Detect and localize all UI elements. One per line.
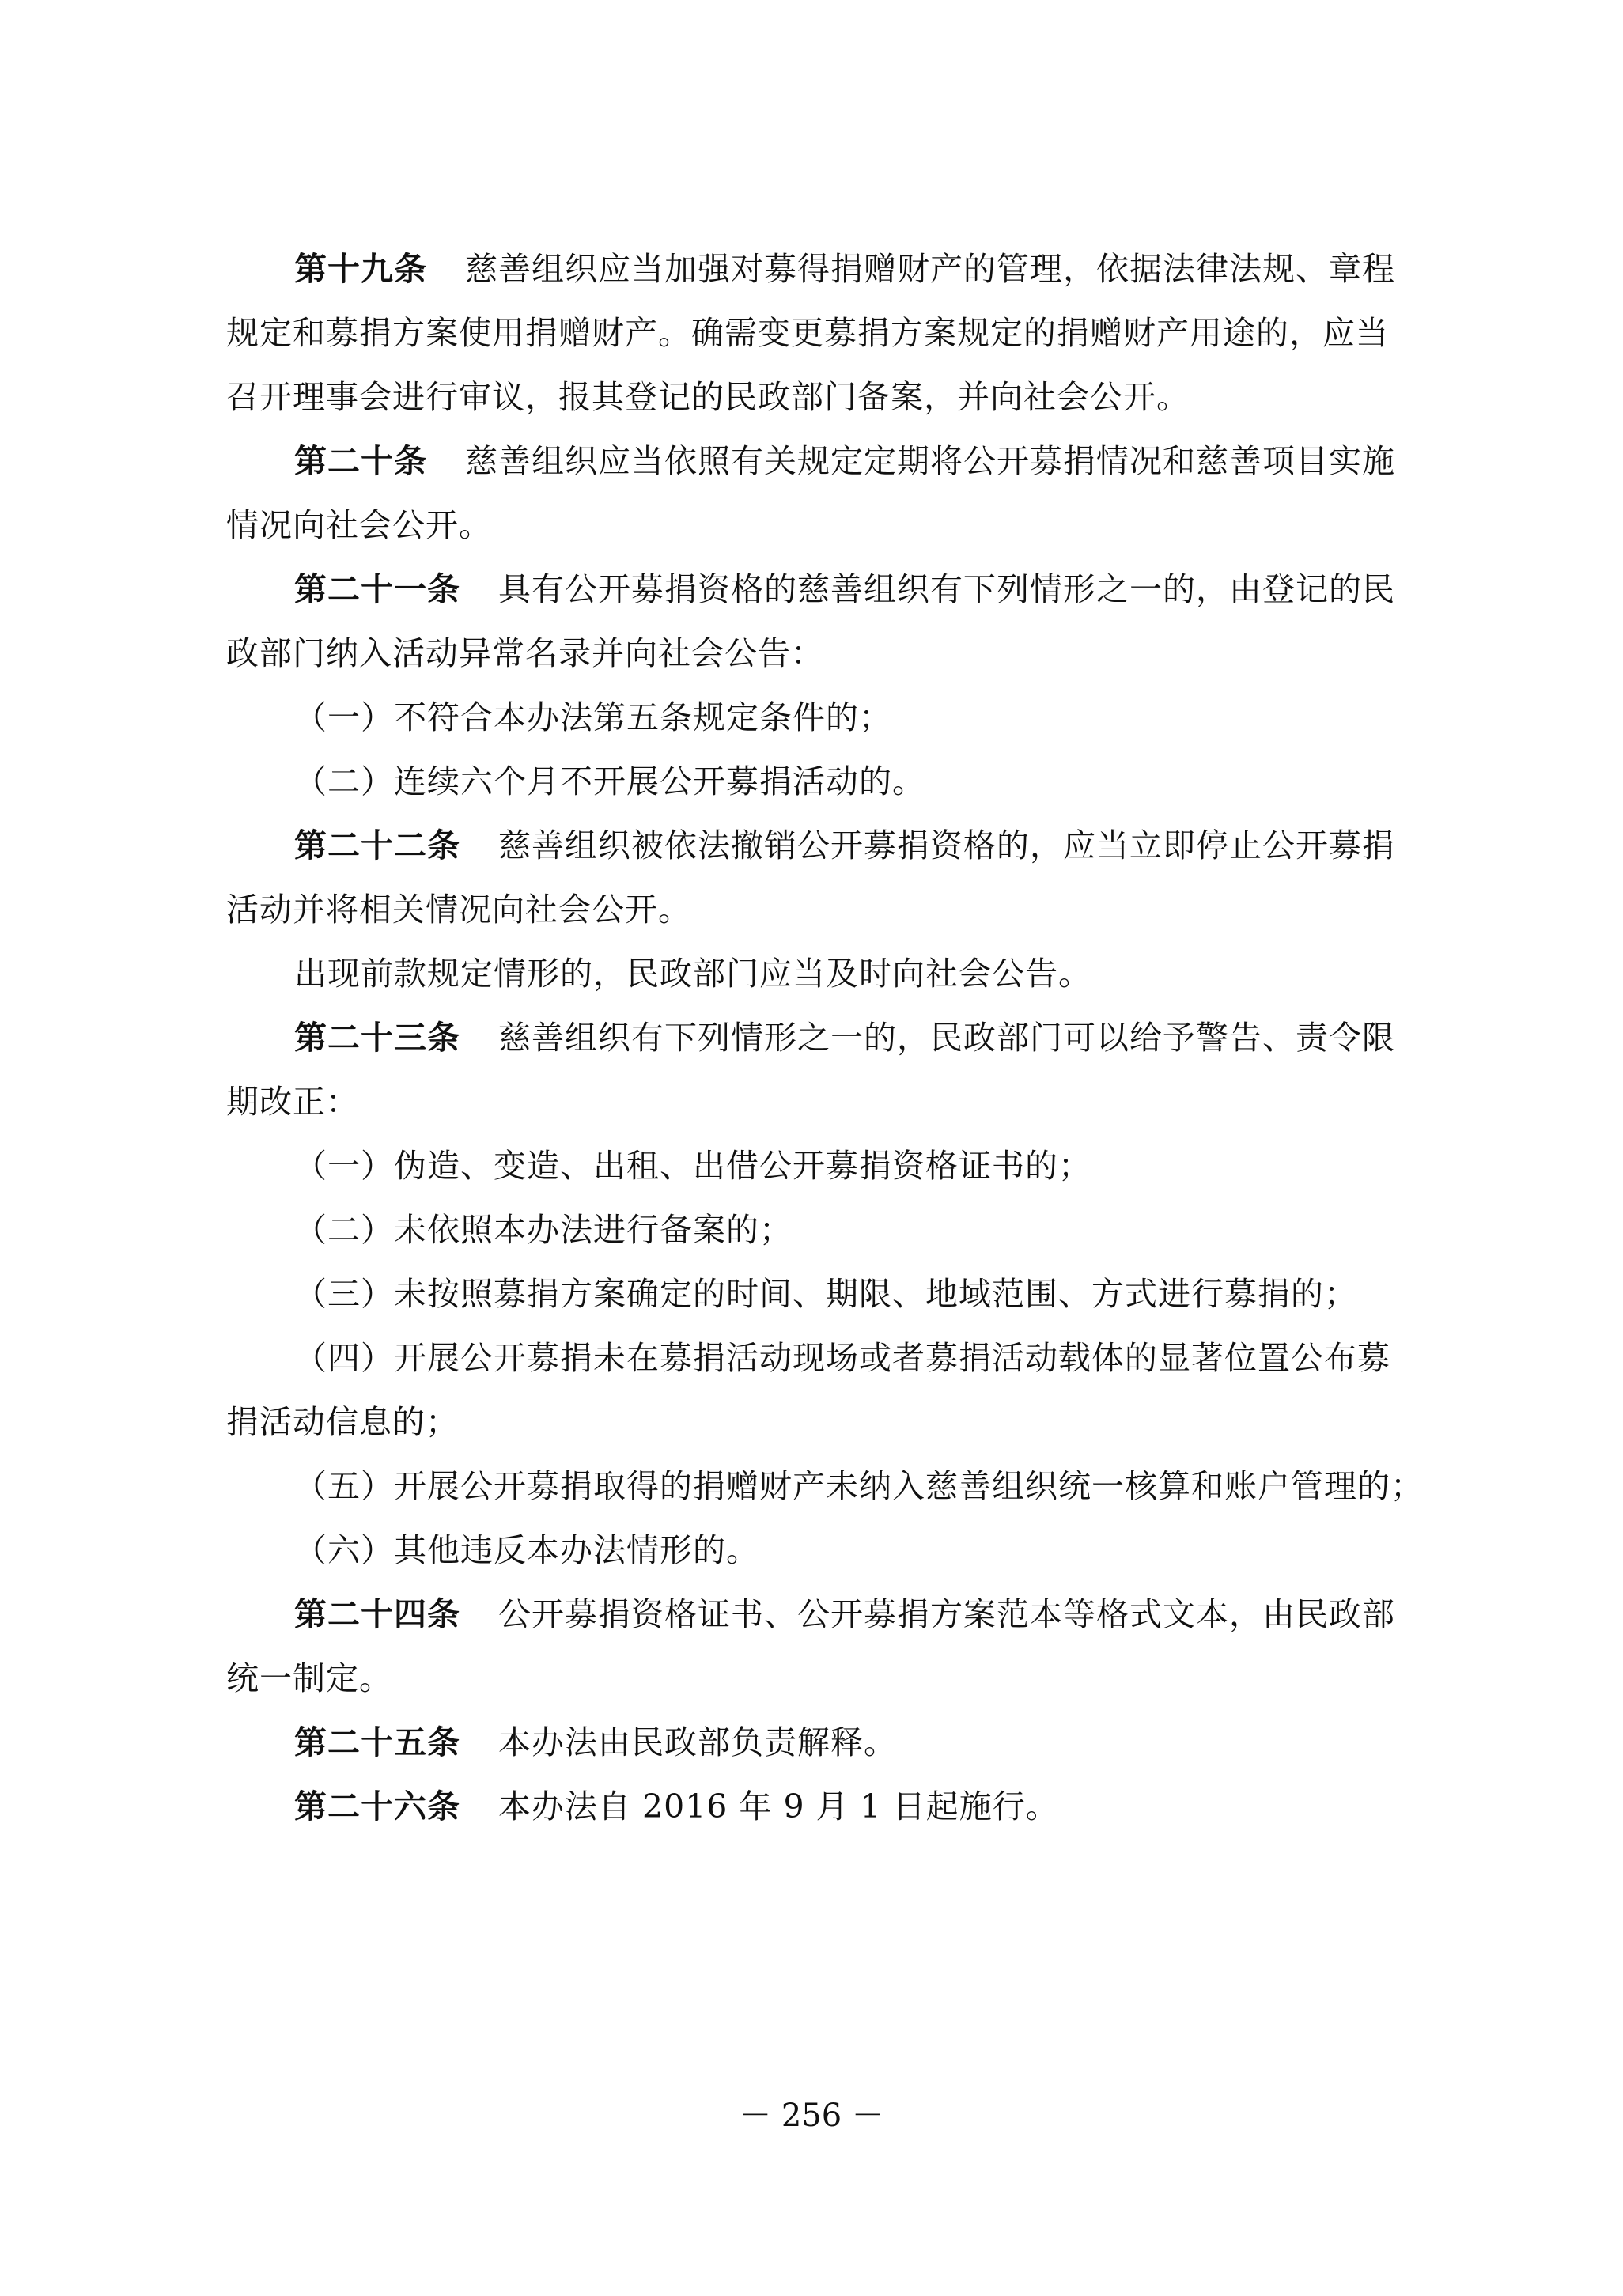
- article-22-line-1: [226, 814, 1413, 878]
- article-21-heading: 第二十一条: [294, 570, 460, 608]
- article-25-heading: 第二十五条: [294, 1723, 460, 1761]
- article-21-line-2: 政部门纳入活动异常名录并向社会公告：: [226, 634, 824, 672]
- article-19-line-1: [226, 237, 1413, 301]
- article-24-line-2: 统一制定。: [226, 1659, 392, 1697]
- article-25-line-1: [226, 1711, 1413, 1775]
- document-body: [226, 237, 1424, 1839]
- article-23-item-5: （五）开展公开募捐取得的捐赠财产未纳入慈善组织统一核算和账户管理的；: [294, 1467, 1424, 1505]
- article-21-line-1: [226, 558, 1413, 622]
- article-23-item-3: （三）未按照募捐方案确定的时间、期限、地域范围、方式进行募捐的；: [294, 1275, 1357, 1313]
- article-21-text: 具有公开募捐资格的慈善组织有下列情形之一的，由登记的民: [498, 570, 1395, 608]
- article-20-line-2: 情况向社会公开。: [226, 506, 492, 544]
- article-23-line-2: 期改正：: [226, 1083, 359, 1121]
- article-23-item-4-line-1: （四）开展公开募捐未在募捐活动现场或者募捐活动载体的显著位置公布募: [294, 1339, 1390, 1377]
- article-20-text: 慈善组织应当依照有关规定定期将公开募捐情况和慈善项目实施: [465, 442, 1395, 480]
- article-24-heading: 第二十四条: [294, 1595, 460, 1633]
- article-26-heading: 第二十六条: [294, 1787, 460, 1825]
- article-20-heading: 第二十条: [294, 442, 427, 480]
- article-21-item-1: （一）不符合本办法第五条规定条件的；: [294, 698, 892, 736]
- article-22-line-2: 活动并将相关情况向社会公开。: [226, 891, 691, 929]
- article-19-line-3: 召开理事会进行审议，报其登记的民政部门备案，并向社会公开。: [226, 378, 1190, 416]
- article-20-line-1: [226, 429, 1413, 494]
- article-19-line-2: 规定和募捐方案使用捐赠财产。确需变更募捐方案规定的捐赠财产用途的，应当: [226, 314, 1389, 352]
- article-23-item-1: （一）伪造、变造、出租、出借公开募捐资格证书的；: [294, 1147, 1091, 1185]
- article-19-text: 慈善组织应当加强对募得捐赠财产的管理，依据法律法规、章程: [465, 250, 1395, 288]
- article-22-paragraph: 出现前款规定情形的，民政部门应当及时向社会公告。: [294, 955, 1091, 993]
- page-number: － 256 －: [740, 2097, 883, 2134]
- article-19-heading: 第十九条: [294, 250, 427, 288]
- article-23-line-1: [226, 1006, 1413, 1070]
- article-22-text: 慈善组织被依法撤销公开募捐资格的，应当立即停止公开募捐: [498, 826, 1395, 864]
- article-21-item-2: （二）连续六个月不开展公开募捐活动的。: [294, 762, 925, 800]
- article-24-line-1: [226, 1583, 1413, 1647]
- article-23-heading: 第二十三条: [294, 1019, 460, 1057]
- article-22-heading: 第二十二条: [294, 826, 460, 864]
- article-26-line-1: [226, 1775, 1413, 1839]
- article-23-item-4-line-2: 捐活动信息的；: [226, 1403, 459, 1441]
- article-23-item-2: （二）未依照本办法进行备案的；: [294, 1211, 793, 1249]
- article-25-text: 本办法由民政部负责解释。: [498, 1723, 897, 1761]
- article-24-text: 公开募捐资格证书、公开募捐方案范本等格式文本，由民政部: [498, 1595, 1395, 1633]
- article-26-text: 本办法自 2016 年 9 月 1 日起施行。: [498, 1787, 1059, 1825]
- article-23-text: 慈善组织有下列情形之一的，民政部门可以给予警告、责令限: [498, 1019, 1395, 1057]
- article-23-item-6: （六）其他违反本办法情形的。: [294, 1531, 759, 1569]
